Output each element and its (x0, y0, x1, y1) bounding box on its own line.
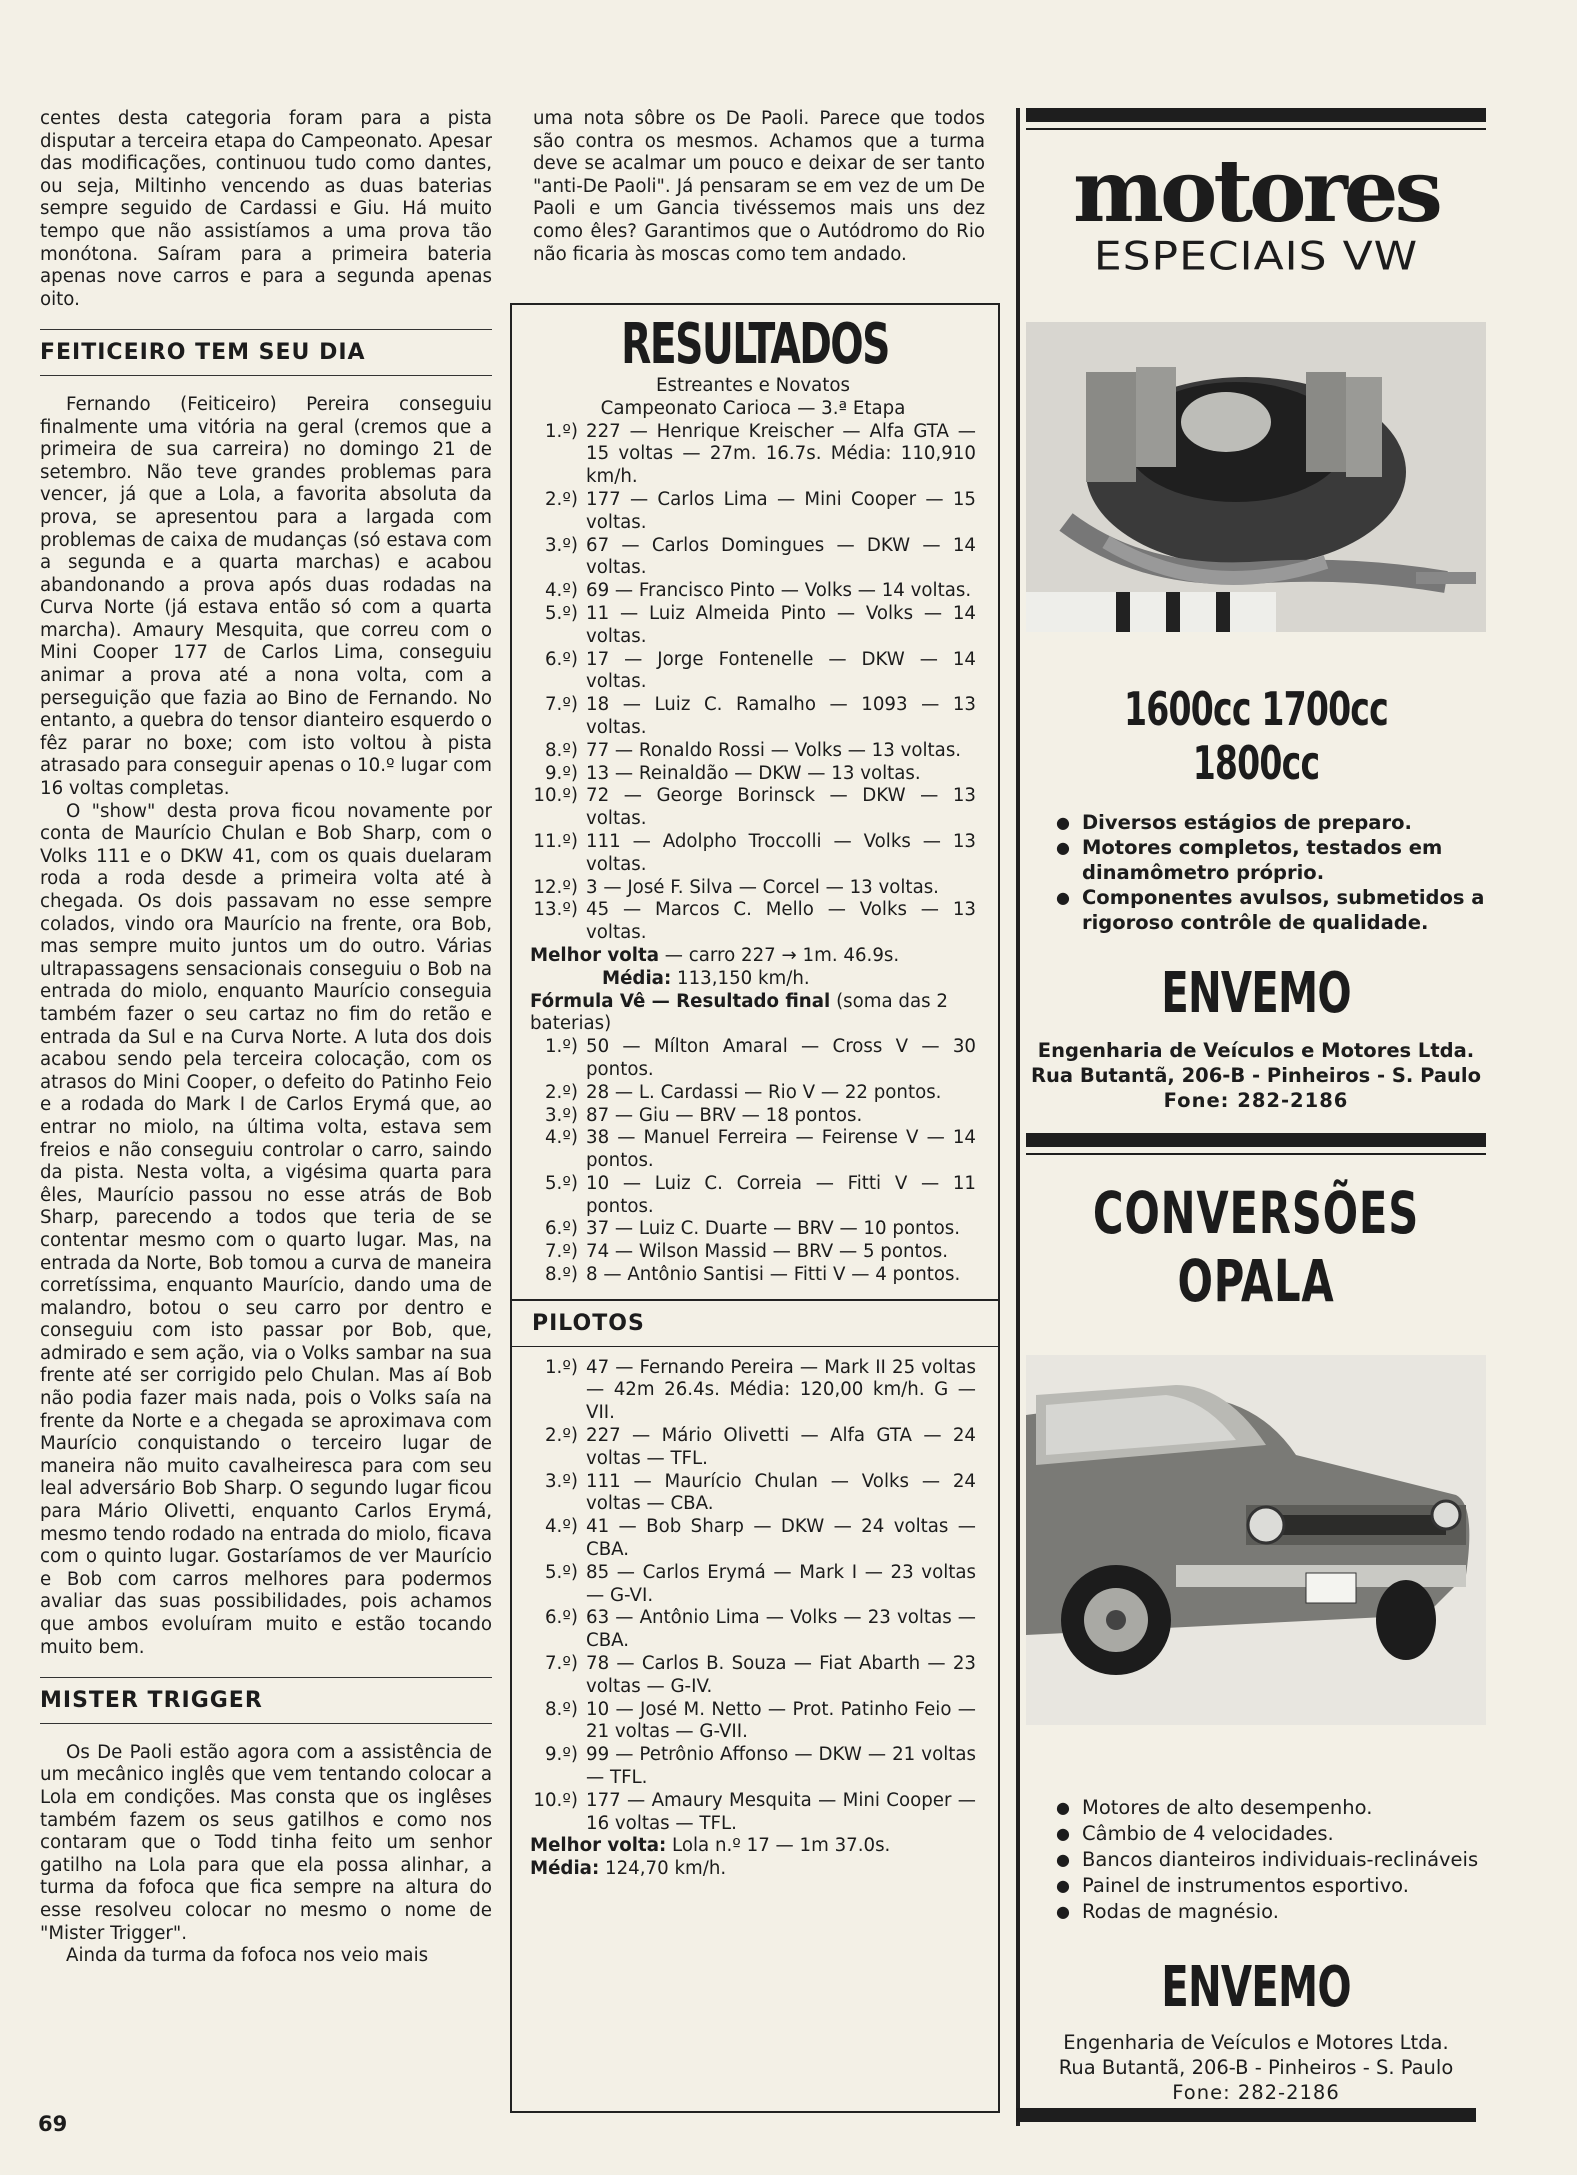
ad-separator-bar (1026, 1133, 1486, 1147)
estreantes-list (530, 421, 976, 945)
best-lap-average: Média: 113,150 km/h. (602, 967, 810, 989)
result-text: 177 — Carlos Lima — Mini Cooper — 15 voltas. (586, 488, 976, 533)
result-position: 6.º) (544, 648, 578, 670)
best-lap-line: Melhor volta — carro 227 → 1m. 46.9s. (530, 944, 900, 966)
result-position: 3.º) (544, 1470, 578, 1492)
result-position: 7.º) (544, 1241, 578, 1263)
result-text: 111 — Adolpho Troccolli — Volks — 13 voltas. (586, 830, 976, 875)
engine-photo (1026, 322, 1486, 632)
result-entry (530, 1790, 976, 1836)
result-position: 13.º) (533, 899, 578, 921)
company-phone: Fone: 282-2186 (1172, 2081, 1340, 2104)
result-entry (530, 1607, 976, 1653)
result-entry (530, 1173, 976, 1219)
result-entry (530, 1264, 976, 1287)
result-entry (530, 1653, 976, 1699)
section-heading-mister-trigger: MISTER TRIGGER (40, 1688, 263, 1714)
engine-features-list (1056, 810, 1486, 935)
result-text: 74 — Wilson Massid — BRV — 5 pontos. (586, 1241, 949, 1263)
feature-bullet: ● Painel de instrumentos esportivo. (1056, 1873, 1486, 1899)
paragraph: O "show" desta prova ficou novamente por conta de Maurício Chulan e Bob Sharp, com o Volks 111 e o DKW 41, com os quais duelaram roda a roda desde a primeira volta até à chegada. Os dois passavam no esse sempre colados, vindo ora Maurício na frente, ora Bob, mas sempre muito juntos um do outro. Várias ultrapassagens sensacionais conseguiu o Bob na entrada do miolo, enquanto Maurício conseguia também fazer o seu cartaz no fim do retão e entrada da Sul e na Curva Norte. A luta dos dois acabou sendo pela terceira colocação, com os atrasos do Mini Cooper, o defeito do Patinho Feio e a rodada do Mark I de Carlos Erymá que, ao entrar no miolo, na última volta, estava sem freios e não conseguiu controlar o carro, saindo da pista. Nesta volta, a vigésima quarta para êles, Maurício passou no esse atrás de Bob Sharp, parecendo a todos que teria de se contentar mesmo com o quarto lugar. Mas, na entrada da Norte, Bob tomou a curva de maneira corretíssima, enquanto Maurício, dando uma de malandro, botou o seu carro por dentro e conseguiu com isto passar por Bob, que, admirado e sem ação, via o Volks sambar na sua frente até ser corrigido pelo Chulan. Mas aí Bob não podia fazer mais nada, pois o Volks saía na frente da Norte e a chegada se aproximava com Maurício conquistando o terceiro lugar de maneira não muito cavalheiresca para com seu leal adversário Bob Sharp. O segundo lugar ficou para Mário Olivetti, enquanto Carlos Erymá, mesmo tendo rodado na entrada do miolo, ficava com o quinto lugar. Gostaríamos de ver Maurício e Bob com carros melhores para podermos avaliar das suas possibilidades, pois achamos que ambos evoluíram muito e estão tocando muito bem. (40, 800, 492, 1658)
result-position: 9.º) (544, 1744, 578, 1766)
result-text: 13 — Reinaldão — DKW — 13 voltas. (586, 762, 921, 784)
pilotos-list (530, 1357, 976, 1836)
result-text: 10 — Luiz C. Correia — Fitti V — 11 pontos. (586, 1172, 976, 1217)
result-entry (530, 1036, 976, 1082)
result-text: 67 — Carlos Domingues — DKW — 14 voltas. (586, 534, 976, 579)
result-position: 8.º) (544, 739, 578, 761)
feature-bullet: ● Motores completos, testados em dinamômetro próprio. (1056, 835, 1486, 885)
pilotos-average: Média: 124,70 km/h. (530, 1858, 727, 1880)
result-entry (530, 899, 976, 945)
result-text: 11 — Luiz Almeida Pinto — Volks — 14 voltas. (586, 602, 976, 647)
result-position: 6.º) (544, 1218, 578, 1240)
motores-logo: motores (1073, 141, 1439, 242)
feature-bullet: ● Motores de alto desempenho. (1056, 1795, 1486, 1821)
company-name: Engenharia de Veículos e Motores Ltda. (1037, 1039, 1475, 1062)
result-position: 10.º) (533, 785, 578, 807)
result-position: 2.º) (544, 1425, 578, 1447)
result-position: 5.º) (544, 1561, 578, 1583)
pilotos-best-lap: Melhor volta: Lola n.º 17 — 1m 37.0s. (530, 1835, 891, 1857)
pilotos-heading: PILOTOS (532, 1310, 645, 1336)
results-subtitle: Estreantes e Novatos (656, 375, 850, 396)
divider (40, 375, 492, 376)
result-text: 177 — Amaury Mesquita — Mini Cooper — 16 voltas — TFL. (586, 1789, 976, 1834)
result-entry (530, 1127, 976, 1173)
result-position: 6.º) (544, 1607, 578, 1629)
result-entry (530, 1082, 976, 1105)
result-text: 227 — Henrique Kreischer — Alfa GTA — 15 voltas — 27m. 16.7s. Média: 110,910 km/h. (586, 420, 976, 488)
result-text: 28 — L. Cardassi — Rio V — 22 pontos. (586, 1081, 942, 1103)
formula-ve-list (530, 1036, 976, 1287)
result-entry (530, 831, 976, 877)
feature-bullet: ● Rodas de magnésio. (1056, 1899, 1486, 1925)
result-position: 5.º) (544, 602, 578, 624)
car-image (1026, 1355, 1486, 1725)
column-middle-intro: uma nota sôbre os De Paoli. Parece que todos são contra os mesmos. Achamos que a turma deve se acalmar um pouco e deixar de ser tanto "anti-De Paoli". Já pensaram se em vez de um De Paoli e um Gancia tivéssemos mais uns dez como êles? Garantimos que o Autódromo do Rio não ficaria às moscas como tem andado. (533, 108, 985, 265)
ad-bottom-bar (1016, 2108, 1476, 2122)
paragraph: Ainda da turma da fofoca nos veio mais (66, 1945, 429, 1967)
result-position: 5.º) (544, 1172, 578, 1194)
result-position: 4.º) (544, 1127, 578, 1149)
result-position: 10.º) (533, 1789, 578, 1811)
result-position: 7.º) (544, 694, 578, 716)
result-entry (530, 1516, 976, 1562)
column-separator (1016, 108, 1020, 2126)
result-position: 1.º) (544, 1036, 578, 1058)
result-entry (530, 1425, 976, 1471)
results-body (512, 375, 998, 1881)
ad-top-bar (1026, 108, 1486, 122)
ad-separator-thin-bar (1026, 1153, 1486, 1155)
results-title: RESULTADOS (621, 312, 889, 377)
company-address: Rua Butantã, 206-B - Pinheiros - S. Paulo (1030, 1064, 1482, 1087)
result-position: 8.º) (544, 1264, 578, 1286)
result-text: 37 — Luiz C. Duarte — BRV — 10 pontos. (586, 1218, 961, 1240)
formula-ve-heading: Fórmula Vê — Resultado final (soma das 2 baterias) (530, 990, 948, 1035)
result-position: 9.º) (544, 762, 578, 784)
company-address: Rua Butantã, 206-B - Pinheiros - S. Paulo (1058, 2056, 1454, 2079)
result-text: 72 — George Borinsck — DKW — 13 voltas. (586, 785, 976, 830)
result-entry (530, 694, 976, 740)
paragraph: Os De Paoli estão agora com a assistência de um mecânico inglês que vem tentando colocar a Lola em condições. Mas consta que os inglêses também fazem os seus gatilhos e como nos contaram que o Todd tinha feito um senhor gatilho na Lola para que ela possa alinhar, a turma da fofoca que fica sempre na altura do esse resolveu colocar no mesmo o nome de "Mister Trigger". (40, 1741, 492, 1944)
result-text: 77 — Ronaldo Rossi — Volks — 13 voltas. (586, 739, 962, 761)
advertisement-column (1026, 108, 1486, 2105)
result-position: 8.º) (544, 1698, 578, 1720)
feature-bullet: ● Componentes avulsos, submetidos a rigoroso contrôle de qualidade. (1056, 885, 1486, 935)
result-text: 3 — José F. Silva — Corcel — 13 voltas. (586, 876, 939, 898)
especiais-vw-logo: ESPECIAIS VW (1093, 233, 1419, 280)
result-entry (530, 489, 976, 535)
engine-image (1026, 322, 1486, 632)
result-text: 38 — Manuel Ferreira — Feirense V — 14 pontos. (586, 1127, 976, 1172)
envemo-logo: ENVEMO (1161, 1955, 1351, 2020)
result-position: 1.º) (544, 420, 578, 442)
result-entry (530, 740, 976, 763)
result-text: 63 — Antônio Lima — Volks — 23 voltas — CBA. (586, 1607, 976, 1652)
result-entry (530, 1699, 976, 1745)
results-subtitle: Campeonato Carioca — 3.ª Etapa (600, 397, 906, 419)
car-photo (1026, 1355, 1486, 1725)
results-box (510, 303, 1000, 2113)
result-position: 7.º) (544, 1653, 578, 1675)
result-position: 4.º) (544, 1516, 578, 1538)
ad-top-thin-bar (1026, 128, 1486, 130)
result-entry (530, 1562, 976, 1608)
result-text: 8 — Antônio Santisi — Fitti V — 4 pontos. (586, 1264, 961, 1286)
result-entry (530, 785, 976, 831)
result-position: 2.º) (544, 488, 578, 510)
result-text: 17 — Jorge Fontenelle — DKW — 14 voltas. (586, 648, 976, 693)
result-position: 1.º) (544, 1356, 578, 1378)
company-info (1026, 2030, 1486, 2105)
result-text: 45 — Marcos C. Mello — Volks — 13 voltas. (586, 899, 976, 944)
result-text: 85 — Carlos Erymá — Mark I — 23 voltas — G-VI. (586, 1561, 976, 1606)
result-text: 41 — Bob Sharp — DKW — 24 voltas — CBA. (586, 1516, 976, 1561)
company-info (1026, 1038, 1486, 1113)
result-entry (530, 1357, 976, 1425)
result-entry (530, 1471, 976, 1517)
feature-bullet: ● Bancos dianteiros individuais-reclináveis (1056, 1847, 1486, 1873)
divider (40, 1723, 492, 1724)
company-phone: Fone: 282-2186 (1163, 1089, 1349, 1112)
result-entry (530, 1105, 976, 1128)
result-position: 3.º) (544, 1104, 578, 1126)
result-position: 4.º) (544, 580, 578, 602)
result-text: 69 — Francisco Pinto — Volks — 14 voltas. (586, 580, 972, 602)
divider (40, 329, 492, 330)
result-entry (530, 1744, 976, 1790)
feature-bullet: ● Diversos estágios de preparo. (1056, 810, 1486, 835)
divider (512, 1346, 998, 1347)
result-text: 227 — Mário Olivetti — Alfa GTA — 24 voltas — TFL. (586, 1425, 976, 1469)
result-position: 3.º) (544, 534, 578, 556)
company-name: Engenharia de Veículos e Motores Ltda. (1063, 2031, 1449, 2054)
result-entry (530, 421, 976, 489)
result-entry (530, 603, 976, 649)
result-entry (530, 535, 976, 581)
conversoes-opala-title: CONVERSÕES OPALA (1092, 1179, 1420, 1315)
result-text: 47 — Fernando Pereira — Mark II 25 voltas — 42m 26.4s. Média: 120,00 km/h. G — VII. (586, 1356, 976, 1424)
column-left (40, 108, 492, 1968)
result-position: 12.º) (533, 876, 578, 898)
feature-bullet: ● Câmbio de 4 velocidades. (1056, 1821, 1486, 1847)
section-heading-feiticeiro: FEITICEIRO TEM SEU DIA (40, 340, 366, 366)
page-number: 69 (38, 2112, 68, 2136)
result-text: 18 — Luiz C. Ramalho — 1093 — 13 voltas. (586, 694, 976, 738)
result-entry (530, 1241, 976, 1264)
divider (40, 1677, 492, 1678)
result-text: 50 — Mílton Amaral — Cross V — 30 pontos. (586, 1036, 976, 1080)
result-entry (530, 763, 976, 786)
result-text: 10 — José M. Netto — Prot. Patinho Feio — 21 voltas — G-VII. (586, 1698, 976, 1743)
result-text: 111 — Maurício Chulan — Volks — 24 voltas — CBA. (586, 1470, 976, 1515)
envemo-logo: ENVEMO (1161, 961, 1351, 1026)
result-text: 78 — Carlos B. Souza — Fiat Abarth — 23 voltas — G-IV. (586, 1653, 976, 1697)
result-text: 87 — Giu — BRV — 18 pontos. (586, 1104, 863, 1126)
opala-features-list (1056, 1795, 1486, 1925)
result-entry (530, 877, 976, 900)
intro-paragraph: centes desta categoria foram para a pista disputar a terceira etapa do Campeonato. Apesar das modificações, continuou tudo como dantes, ou seja, Miltinho vencendo as duas baterias sempre seguido de Cardassi e Giu. Há muito tempo que não assistíamos a uma prova tão monótona. Saíram para a primeira bateria apenas nove carros e para a segunda apenas oito. (40, 108, 492, 310)
result-entry (530, 1218, 976, 1241)
paragraph: Fernando (Feiticeiro) Pereira conseguiu finalmente uma vitória na geral (cremos que a primeira de sua carreira) no domingo 21 de setembro. Não teve grandes problemas para vencer, já que a Lola, a favorita absoluta da prova, se apresentou para a largada com problemas de caixa de mudanças (só estava com a segunda e a quarta marchas) e acabou abandonando a prova após duas rodadas na Curva Norte (já estava então só com a quarta marcha). Amaury Mesquita, que correu com o Mini Cooper 177 de Carlos Lima, conseguiu animar a prova até a nona volta, com a perseguição que fazia ao Bino de Fernando. No entanto, a quebra do tensor dianteiro esquerdo o fêz parar no boxe; com isto voltou à pista atrasado para conseguir apenas o 10.º lugar com 16 voltas completas. (40, 393, 492, 800)
engine-capacities: 1600cc 1700cc 1800cc (1124, 682, 1388, 790)
result-position: 11.º) (533, 830, 578, 852)
result-entry (530, 580, 976, 603)
result-entry (530, 649, 976, 695)
result-text: 99 — Petrônio Affonso — DKW — 21 voltas — TFL. (586, 1744, 976, 1789)
result-position: 2.º) (544, 1081, 578, 1103)
